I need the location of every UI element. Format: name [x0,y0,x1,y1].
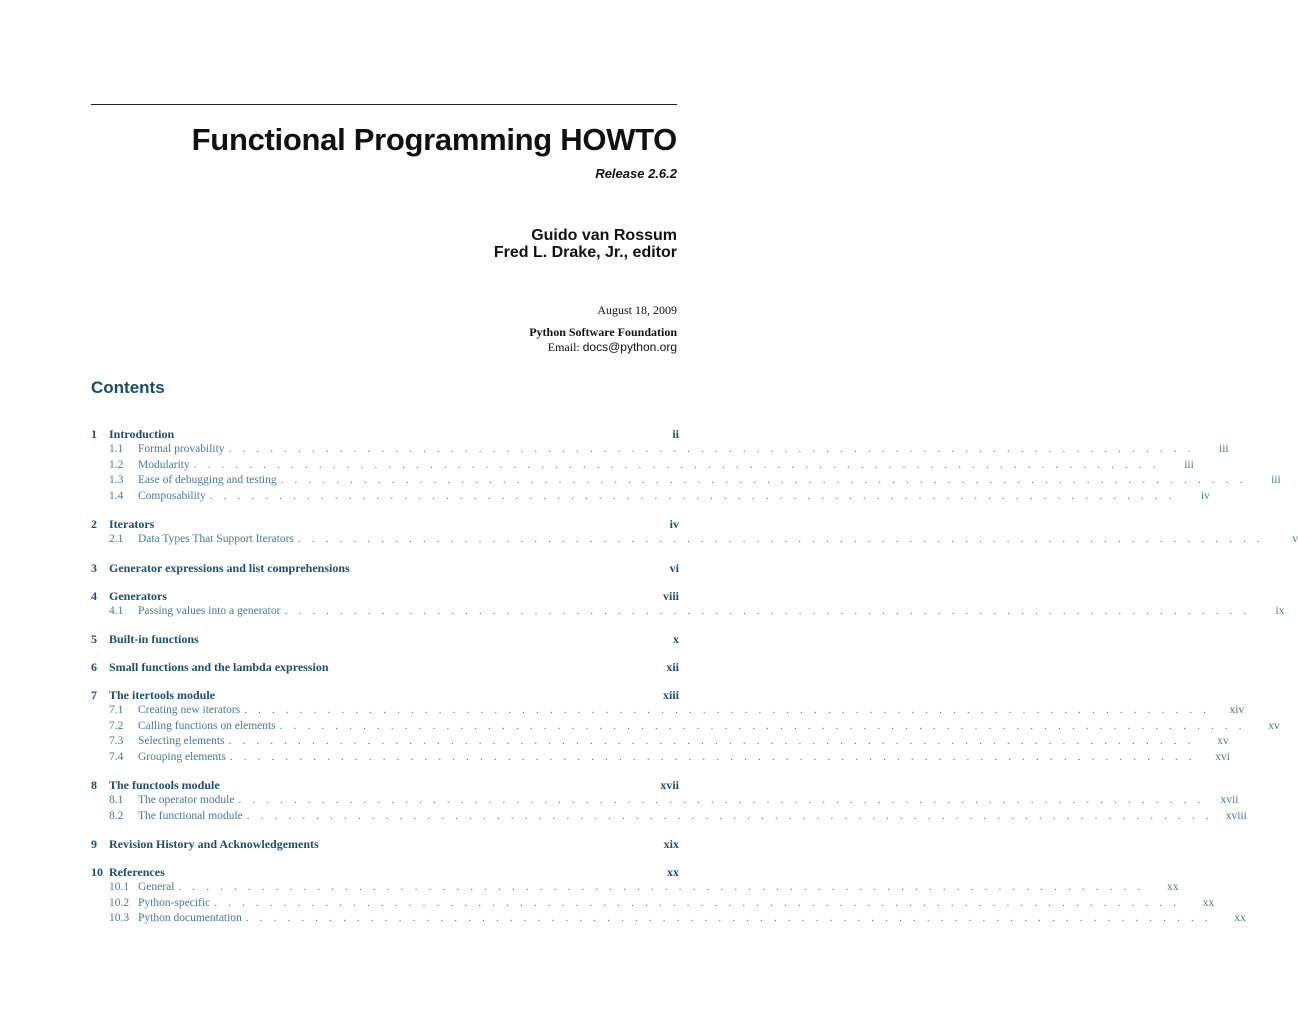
toc-subsection-entry[interactable] [91,458,1194,474]
document-title: Functional Programming HOWTO [191,122,677,157]
toc-section-number: 6 [91,660,97,674]
toc-subsection-title[interactable]: Grouping elements [138,750,226,763]
toc-section-page[interactable]: ii [672,427,679,441]
toc-subsection-number: 4.1 [109,604,124,617]
toc-dot-leader: . . . . . . . . . . . . . . . . . . . . . . . . . . . . . . . . . . . . . . . . . . . . . . . . . . . . . . . . . . . . . . . . . . . . . . [228,443,1195,455]
email-link[interactable]: docs@python.org [582,340,677,354]
toc-subsection-number: 10.3 [109,912,130,924]
toc-subsection-title[interactable]: Ease of debugging and testing [138,474,277,486]
toc-dot-leader: . . . . . . . . . . . . . . . . . . . . . . . . . . . . . . . . . . . . . . . . . . . . . . . . . . . . . . . . . . . . . . . . . . . . . . [214,896,1181,909]
toc-subsection-entry[interactable] [91,532,1298,548]
toc-subsection-page[interactable]: xv [1217,735,1229,747]
toc-dot-leader: . . . . . . . . . . . . . . . . . . . . . . . . . . . . . . . . . . . . . . . . . . . . . . . . . . . . . . . . . . . . . . . . . . . . . . [228,735,1195,747]
toc-subsection-entry[interactable] [91,719,1280,735]
publication-meta [529,302,677,355]
toc-subsection-page[interactable]: iii [1184,458,1194,471]
toc-section-number: 8 [91,778,97,792]
author-name: Guido van Rossum [531,227,677,244]
toc-section [91,560,679,576]
toc-subsection-page[interactable]: v [1292,533,1298,545]
toc-subsection-page[interactable]: xiv [1229,704,1245,716]
toc-subsection-page[interactable]: xx [1166,881,1179,893]
toc-subsection-number: 1.2 [109,458,124,471]
toc-section-page[interactable]: xvii [660,778,679,792]
toc-subsection-entry[interactable] [91,809,1247,825]
toc-section-title[interactable]: Generator expressions and list comprehensions [109,560,350,575]
toc-subsection-entry[interactable] [91,473,1281,489]
toc-section-page[interactable]: iv [669,517,679,531]
toc-subsection-title[interactable]: Composability [138,489,206,502]
toc-section [91,659,679,675]
toc-subsection-title[interactable]: Calling functions on elements [138,719,276,732]
toc-section-number: 2 [91,517,97,531]
release-label: Release 2.6.2 [595,166,677,181]
toc-subsection-entry[interactable] [91,880,1179,896]
toc-subsection-title[interactable]: Selecting elements [138,735,225,747]
toc-subsection-title[interactable]: Python documentation [138,912,242,924]
toc-subsection-entry[interactable] [91,750,1230,766]
toc-subsection-entry[interactable] [91,604,1285,620]
toc-section-page[interactable]: xiii [662,688,679,702]
toc-subsection-page[interactable]: xx [1202,896,1215,909]
toc-subsection-number: 7.4 [109,750,124,763]
toc-dot-leader: . . . . . . . . . . . . . . . . . . . . . . . . . . . . . . . . . . . . . . . . . . . . . . . . . . . . . . . . . . . . . . . . . . . . . . [297,533,1264,545]
toc-subsection-entry[interactable] [91,911,1246,927]
toc-section [91,836,679,852]
toc-section-page[interactable]: xx [667,865,679,879]
toc-subsection-page[interactable]: ix [1275,604,1285,617]
toc-section [91,426,1281,504]
authors-block [494,227,677,261]
toc-subsection-number: 7.2 [109,719,124,732]
toc-section-page[interactable]: xii [666,660,679,674]
toc-dot-leader: . . . . . . . . . . . . . . . . . . . . . . . . . . . . . . . . . . . . . . . . . . . . . . . . . . . . . . . . . . . . . . . . . . . . . . [279,719,1246,732]
toc-subsection-title[interactable]: Passing values into a generator [138,604,281,617]
toc-section-title[interactable]: Built-in functions [109,632,199,646]
toc-section-number: 5 [91,632,97,646]
toc-section [91,631,679,647]
toc-subsection-page[interactable]: xv [1268,719,1280,732]
toc-subsection-number: 1.4 [109,489,124,502]
table-of-contents [91,426,1298,939]
toc-section-entry[interactable] [91,560,679,576]
toc-section-title[interactable]: Generators [109,588,167,603]
toc-section-title[interactable]: The itertools module [109,688,215,702]
toc-section-title[interactable]: The functools module [109,778,220,792]
toc-section-entry[interactable] [91,777,679,793]
toc-section-entry[interactable] [91,659,679,675]
toc-dot-leader: . . . . . . . . . . . . . . . . . . . . . . . . . . . . . . . . . . . . . . . . . . . . . . . . . . . . . . . . . . . . . . . . . . . . . . [209,489,1176,502]
toc-subsection-number: 10.1 [109,881,130,893]
toc-subsection-number: 7.1 [109,704,124,716]
toc-dot-leader: . . . . . . . . . . . . . . . . . . . . . . . . . . . . . . . . . . . . . . . . . . . . . . . . . . . . . . . . . . . . . . . . . . . . . . [238,794,1205,806]
toc-section-number: 7 [91,688,97,702]
toc-subsection-page[interactable]: xvi [1215,750,1230,763]
toc-section-title[interactable]: Introduction [109,427,175,441]
toc-subsection-entry[interactable] [91,442,1229,458]
toc-subsection-number: 8.2 [109,809,124,822]
toc-section-number: 9 [91,837,97,851]
toc-subsection-title[interactable]: The operator module [138,794,235,806]
toc-subsection-page[interactable]: xvii [1220,794,1239,806]
toc-dot-leader: . . . . . . . . . . . . . . . . . . . . . . . . . . . . . . . . . . . . . . . . . . . . . . . . . . . . . . . . . . . . . . . . . . . . . . [193,458,1160,471]
toc-section-page[interactable]: x [673,632,679,646]
toc-section-page[interactable]: viii [662,588,679,603]
email-line [529,340,677,355]
toc-subsection-page[interactable]: xviii [1225,809,1247,822]
toc-subsection-page[interactable]: iii [1271,474,1281,486]
toc-subsection-title[interactable]: Creating new iterators [138,704,241,716]
toc-dot-leader: . . . . . . . . . . . . . . . . . . . . . . . . . . . . . . . . . . . . . . . . . . . . . . . . . . . . . . . . . . . . . . . . . . . . . . [229,750,1196,763]
toc-section-title[interactable]: Iterators [109,517,155,531]
toc-section [91,864,1246,927]
email-label: Email: [547,340,580,354]
toc-section-title[interactable]: Revision History and Acknowledgements [109,837,319,851]
toc-subsection-title[interactable]: Modularity [138,458,190,471]
toc-section-page[interactable]: xix [663,837,679,851]
toc-subsection-page[interactable]: iv [1200,489,1210,502]
title-rule [91,104,677,105]
toc-section-title[interactable]: Small functions and the lambda expression [109,660,329,674]
organization-name: Python Software Foundation [529,325,677,339]
toc-subsection-title[interactable]: Formal provability [138,443,225,455]
toc-section-entry[interactable] [91,864,679,880]
toc-subsection-number: 1.3 [109,474,124,486]
toc-section [91,687,1280,765]
toc-dot-leader: . . . . . . . . . . . . . . . . . . . . . . . . . . . . . . . . . . . . . . . . . . . . . . . . . . . . . . . . . . . . . . . . . . . . . . [284,604,1251,617]
toc-section-number: 4 [91,588,97,603]
toc-subsection-title[interactable]: The functional module [138,809,243,822]
toc-subsection-number: 8.1 [109,794,124,806]
toc-section-entry[interactable] [91,516,679,532]
toc-subsection-number: 1.1 [109,443,124,455]
toc-section-number: 10 [91,865,103,879]
toc-subsection-page[interactable]: iii [1219,443,1229,455]
toc-section-entry[interactable] [91,426,679,442]
toc-subsection-entry[interactable] [91,734,1229,750]
toc-subsection-number: 7.3 [109,735,124,747]
toc-section-number: 1 [91,427,97,441]
toc-subsection-entry[interactable] [91,703,1245,719]
toc-section [91,516,1298,548]
toc-subsection-number: 2.1 [109,533,124,545]
toc-dot-leader: . . . . . . . . . . . . . . . . . . . . . . . . . . . . . . . . . . . . . . . . . . . . . . . . . . . . . . . . . . . . . . . . . . . . . . [245,912,1212,924]
contents-heading: Contents [91,378,165,397]
toc-section [91,777,1247,824]
toc-section-entry[interactable] [91,588,679,604]
toc-subsection-number: 10.2 [109,896,130,909]
toc-subsection-title[interactable]: Python-specific [138,896,211,909]
toc-subsection-page[interactable]: xx [1234,912,1246,924]
toc-dot-leader: . . . . . . . . . . . . . . . . . . . . . . . . . . . . . . . . . . . . . . . . . . . . . . . . . . . . . . . . . . . . . . . . . . . . . . [178,881,1145,893]
toc-section-title[interactable]: References [109,865,165,879]
toc-subsection-title[interactable]: Data Types That Support Iterators [138,533,294,545]
toc-section [91,588,1285,620]
toc-subsection-entry[interactable] [91,793,1239,809]
toc-section-entry[interactable] [91,631,679,647]
editor-name: Fred L. Drake, Jr., editor [493,244,677,261]
toc-section-entry[interactable] [91,687,679,703]
toc-subsection-entry[interactable] [91,489,1210,505]
toc-dot-leader: . . . . . . . . . . . . . . . . . . . . . . . . . . . . . . . . . . . . . . . . . . . . . . . . . . . . . . . . . . . . . . . . . . . . . . [280,474,1247,486]
toc-dot-leader: . . . . . . . . . . . . . . . . . . . . . . . . . . . . . . . . . . . . . . . . . . . . . . . . . . . . . . . . . . . . . . . . . . . . . . [246,809,1213,822]
toc-subsection-entry[interactable] [91,896,1215,912]
toc-section-number: 3 [91,560,97,575]
toc-section-entry[interactable] [91,836,679,852]
toc-dot-leader: . . . . . . . . . . . . . . . . . . . . . . . . . . . . . . . . . . . . . . . . . . . . . . . . . . . . . . . . . . . . . . . . . . . . . . [244,704,1211,716]
toc-section-page[interactable]: vi [669,560,679,575]
publication-date: August 18, 2009 [597,303,677,317]
toc-subsection-title[interactable]: General [138,881,175,893]
